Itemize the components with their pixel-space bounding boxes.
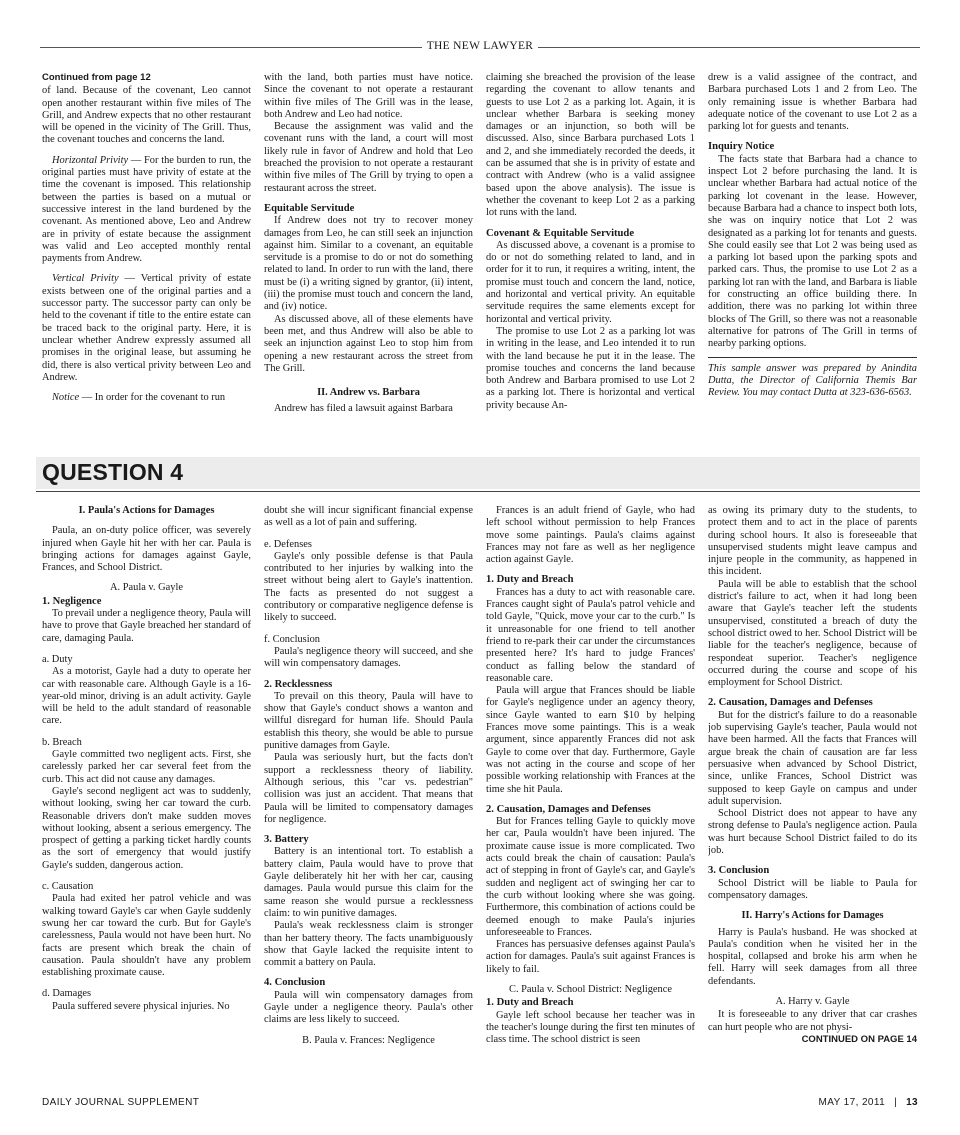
continued-on-link[interactable]: CONTINUED ON PAGE 14: [801, 1033, 917, 1045]
paragraph: Gayle left school because her teacher was in the teacher's lounge during the first ten minutes of class time. The school district is seen: [486, 1009, 695, 1046]
section-heading: Equitable Servitude: [264, 202, 355, 214]
paragraph: Paula was seriously hurt, but the facts don't support a recklessness theory of liability. Although serious, this "car vs. pedestrian" collision was just an accident. That means that Paula will be limited to compensatory damages for negligence.: [264, 752, 473, 825]
paragraph: If Andrew does not try to recover money damages from Leo, he can still seek an injunction against him. Similar to a covenant, an equitable servitude is a promise to do or not do something related to land. In order to run with the land, there must be (i) a writing signed by grantor, (ii) intent, (iii) the promise must touch and concern the land, and (iv) notice.: [264, 215, 473, 313]
section-heading: 2. Recklessness: [264, 678, 333, 690]
bottom-column-4: [708, 505, 917, 1085]
issue-date: MAY 17, 2011: [818, 1097, 886, 1108]
author-credit: This sample answer was prepared by Anindita Dutta, the Director of California Themis Bar Review. You may contact Dutta at 323-636-6563.: [708, 357, 917, 400]
bottom-article: [42, 505, 918, 1085]
paragraph: drew is a valid assignee of the contract, and Barbara purchased Lots 1 and 2 from Leo. The only remaining issue is whether Barbara had adequate notice of the covenant to use Lot 2 as a parking lot for guests and tenants.: [708, 72, 917, 133]
paragraph: As discussed above, all of these elements have been met, and thus Andrew will also be able to seek an injunction against Leo to stop him from opening a new restaurant across the street from The Grill.: [264, 313, 473, 374]
paragraph: The facts state that Barbara had a chance to inspect Lot 2 before purchasing the land. It is unclear whether Barbara had actual notice of the parking lot covenant in the lease. However, because Barbara had a chance to inspect both lots, she was on inquiry notice that Lot 2 was designated as a parking lot for tenants and guests. She could easily see that Lot 2 was being used as a parking lot based upon the parking spots and parked cars. Thus, the promise to use Lot 2 as a parking lot ran with the land, and Barbara is liable for constructing an office building there. In addition, there was no parking lot within three blocks of The Grill, so there was not a reasonable alternative for patrons of The Grill in terms of nearby parking options.: [708, 153, 917, 350]
top-column-3: [486, 72, 695, 437]
paragraph: As a motorist, Gayle had a duty to operate her car with reasonable care. Although Gayle is a 16-year-old minor, driving is an adult activity. Gayle will be held to the adult standard of reasonable care.: [42, 666, 251, 727]
paragraph: [42, 155, 251, 266]
paragraph: Gayle's only possible defense is that Paula contributed to her injuries by walking into the street without being alert to Gayle's inattention. The facts as presented do not suggest a contributory or comparative negligence defense is likely to succeed.: [264, 550, 473, 624]
run-in-label: Horizontal Privity: [52, 154, 129, 166]
section-heading: 2. Causation, Damages and Defenses: [708, 697, 873, 709]
footer-right: [819, 1097, 918, 1108]
question-rule: [36, 491, 920, 492]
paragraph: of land. Because of the covenant, Leo cannot open another restaurant within five miles of The Grill, and Andrew expects that no other restaurant will be opened in the vicinity of The Grill. Thus, the covenant touches and concerns the land.: [42, 85, 251, 146]
paragraph: It is foreseeable to any driver that car crashes can hurt people who are not physi-: [708, 1009, 917, 1033]
paragraph: [42, 392, 251, 404]
section-heading: 1. Duty and Breach: [486, 997, 574, 1009]
paragraph: doubt she will incur significant financial expense as well as a lot of pain and suffering.: [264, 505, 473, 529]
paragraph: Paula's weak recklessness claim is stronger than her battery theory. The facts unambiguously show that Gayle lacked the requisite intent to commit a battery on Paula.: [264, 920, 473, 969]
section-heading: I. Paula's Actions for Damages: [78, 505, 215, 516]
paragraph: [42, 273, 251, 384]
paragraph: Paula will argue that Frances should be liable for Gayle's negligence under an agency theory, since Gayle wanted to earn $10 by helping Frances move some paintings. This is a weak argument, since apparently Frances did not ask Gayle to come over that day. Furthermore, Gayle was not acting in the course and scope of her possible working relationship with Frances at the time she hit Paula.: [486, 685, 695, 795]
subsection-heading: B. Paula v. Frances: Negligence: [302, 1034, 435, 1046]
continued-from-label: Continued from page 12: [42, 72, 151, 83]
subsection-heading: a. Duty: [42, 653, 73, 665]
paragraph: The promise to use Lot 2 as a parking lot was in writing in the lease, and Leo intended it to run with the land because he put it in the lease. The promise touches and concerns the land because both Andrew and Barbara promised to use Lot 2 as a parking lot. There is horizontal and vertical privity because An-: [486, 325, 695, 411]
page-footer: [42, 1097, 918, 1111]
paragraph: To prevail under a negligence theory, Paula will have to prove that Gayle breached her standard of care, damaging Paula.: [42, 608, 251, 644]
bottom-column-2: [264, 505, 473, 1085]
paragraph: with the land, both parties must have notice. Since the covenant to not operate a restaurant within five miles of The Grill was in the lease, both Andrew and Leo had notice.: [264, 72, 473, 120]
top-column-1: [42, 72, 251, 437]
paragraph-text: — Vertical privity of estate exists between one of the original parties and a successor party. The successor party can only be held to the covenant if title to the entire estate can be traced back to the original party. Here, it is unclear whether Andrew expressly assumed all promises in the original lease, but assuming he did, there is also vertical privity between Leo and Andrew.: [42, 273, 251, 383]
top-column-2: [264, 72, 473, 437]
subsection-heading: b. Breach: [42, 736, 82, 748]
subsection-heading: A. Harry v. Gayle: [775, 995, 850, 1007]
masthead-rule-right: [538, 47, 920, 48]
section-heading: 3. Battery: [264, 834, 309, 846]
paragraph: Frances has persuasive defenses against Paula's action for damages. Paula's suit against Frances is likely to fail.: [486, 939, 695, 975]
section-heading: II. Harry's Actions for Damages: [741, 910, 884, 922]
section-heading: 3. Conclusion: [708, 865, 770, 877]
run-in-label: Notice: [52, 392, 80, 404]
top-article: [42, 72, 918, 437]
paragraph: Andrew has filed a lawsuit against Barbara: [274, 403, 453, 415]
subsection-heading: A. Paula v. Gayle: [110, 582, 183, 594]
paragraph: Frances is an adult friend of Gayle, who had left school without permission to help Frances move some paintings. Paula's claims against Frances may not fare as well as her negligence action against Gayle.: [486, 505, 695, 566]
paragraph-text: — For the burden to run, the original parties must have privity of estate at the time the covenant is imposed. This relationship between the parties is based on a mutual or successive interest in the land burdened by the covenant. As mentioned above, Leo and Andrew are in privity of estate because the assignment was valid and Leo accepted monthly rental payments from Andrew.: [42, 154, 251, 265]
run-in-label: Vertical Privity: [52, 273, 119, 285]
section-heading: 1. Negligence: [42, 595, 102, 607]
paragraph: Harry is Paula's husband. He was shocked at Paula's condition when he visited her in the hospital, collapsed and broke his arm when he fell. Harry will seek damages from all three defendants.: [708, 926, 917, 987]
paragraph: Gayle committed two negligent acts. First, she carelessly parked her car several feet from the curb. This act did not cause any damages.: [42, 749, 251, 785]
masthead-title: THE NEW LAWYER: [426, 40, 534, 52]
paragraph: claiming she breached the provision of the lease regarding the covenant to allow tenants and guests to use Lot 2 as a parking lot. Again, it is unclear whether Barbara is seeking money damages or an injunction, so both will be discussed. Also, since Barbara purchased Lots 1 and 2, and she immediately recorded the deeds, it can be assumed that she is in privity of estate and contract with Andrew (who is a valid assignee based upon the above analysis). The issue is whether the covenant to keep Lot 2 as a parking lot runs with the land.: [486, 72, 695, 219]
subsection-heading: e. Defenses: [264, 538, 312, 550]
footer-separator: |: [894, 1097, 898, 1108]
paragraph: But for Frances telling Gayle to quickly move her car, Paula wouldn't have been injured. The proximate cause issue is more complicated. Two acts could break the chain of causation: Paula's act of stepping in front of Gayle's car, and Gayle's sudden and negligent act of swinging her car to the curb without looking where she was going. Furthermore, this combination of actions could be deemed enough to make Paula's injuries unforeseeable to Frances.: [486, 816, 695, 938]
paragraph: Battery is an intentional tort. To establish a battery claim, Paula would have to prove that Gayle deliberately hit her with her car, causing damages. Paula would pursue this claim for the same reason she would pursue a recklessness claim: to win punitive damages.: [264, 846, 473, 919]
paragraph: Paula will win compensatory damages from Gayle under a negligence theory. Paula's other claims are less likely to succeed.: [264, 989, 473, 1026]
question-band: [36, 457, 920, 489]
section-heading: Covenant & Equitable Servitude: [486, 227, 635, 239]
paragraph-text: — In order for the covenant to run: [79, 392, 226, 404]
paragraph: as owing its primary duty to the students, to protect them and to act in the place of parents during school hours. It also is foreseeable that unsupervised students might leave campus and injure people in the community, as happened in this incident.: [708, 505, 917, 578]
paragraph: Paula will be able to establish that the school district's failure to act, when it had long been aware that Gayle's teacher left the students unsupervised, constituted a breach of duty the school district owed to her. School District will be liable for the teacher's negligence, because of respondeat superior. Teacher's negligence occurred during the course and scope of his employment for School District.: [708, 578, 917, 689]
section-heading: 1. Duty and Breach: [486, 574, 574, 586]
subsection-heading: c. Causation: [42, 881, 94, 893]
paragraph: As discussed above, a covenant is a promise to do or not do something related to land, and in order for it to run, it requires a writing, intent, the promise must touch and concern the land, notice, and horizontal and vertical privity. An equitable servitude requires the same elements except for horizontal and vertical privity.: [486, 239, 695, 325]
section-heading: 2. Causation, Damages and Defenses: [486, 803, 651, 815]
paragraph: Frances has a duty to act with reasonable care. Frances caught sight of Paula's patrol vehicle and told Gayle, "Quick, move your car to the curb." Is it unreasonable for one friend to tell another friend to re-park their car under the circumstances presented here? It's hard to judge Frances' conduct as falling below the standard of reasonable care.: [486, 586, 695, 684]
subsection-heading: C. Paula v. School District: Negligence: [509, 983, 672, 995]
top-column-4: [708, 72, 917, 437]
section-heading: Inquiry Notice: [708, 141, 775, 153]
question-title: QUESTION 4: [42, 459, 184, 485]
publication-name: DAILY JOURNAL SUPPLEMENT: [42, 1097, 200, 1108]
section-heading: II. Andrew vs. Barbara: [317, 387, 420, 399]
paragraph: But for the district's failure to do a reasonable job supervising Gayle's teacher, Paula would not have been harmed. All the facts that Frances will argue break the chain of causation are far less persuasive when advanced by School District, since, unlike Frances, School District was supposed to keep Gayle on campus and under adult supervision.: [708, 709, 917, 807]
paragraph: Gayle's second negligent act was to suddenly, without looking, swing her car toward the curb. Reasonable drivers don't make sudden moves without looking, absent a serious emergency. The prospect of getting a parking ticket hardly counts as the sort of emergency that would justify Gayle's sudden, dangerous action.: [42, 785, 251, 871]
masthead: [40, 40, 920, 54]
paragraph: Paula, an on-duty police officer, was severely injured when Gayle hit her with her car. Paula is bringing actions for damages against Gayle, Frances, and School District.: [42, 525, 251, 574]
section-heading: 4. Conclusion: [264, 977, 326, 989]
subsection-heading: d. Damages: [42, 988, 92, 1000]
subsection-heading: f. Conclusion: [264, 633, 320, 645]
paragraph: Paula's negligence theory will succeed, and she will win compensatory damages.: [264, 645, 473, 670]
paragraph: Paula had exited her patrol vehicle and was walking toward Gayle's car when Gayle suddenly swung her car toward the curb. But for Gayle's carelessness, Paula would not have been hurt. No facts are present which break the chain of causation. Paula shouldn't have any problem establishing proximate cause.: [42, 893, 251, 979]
paragraph: School District will be liable to Paula for compensatory damages.: [708, 877, 917, 901]
bottom-column-1: [42, 505, 251, 1085]
paragraph: Because the assignment was valid and the covenant runs with the land, a court will most likely rule in favor of Andrew and hold that Leo breached the provision to not operate a restaurant within five miles of The Grill by trying to open a restaurant across the street.: [264, 121, 473, 194]
page-number: 13: [906, 1097, 918, 1108]
paragraph: Paula suffered severe physical injuries. No: [52, 1000, 230, 1012]
paragraph: School District does not appear to have any strong defense to Paula's negligence action. Paula was hurt because School District failed to do its job.: [708, 808, 917, 857]
paragraph: To prevail on this theory, Paula will have to show that Gayle's conduct shows a wanton and willful disregard for human life. Should Paula establish this theory, she would be able to pursue punitive damages from Gayle.: [264, 690, 473, 752]
bottom-column-3: [486, 505, 695, 1085]
